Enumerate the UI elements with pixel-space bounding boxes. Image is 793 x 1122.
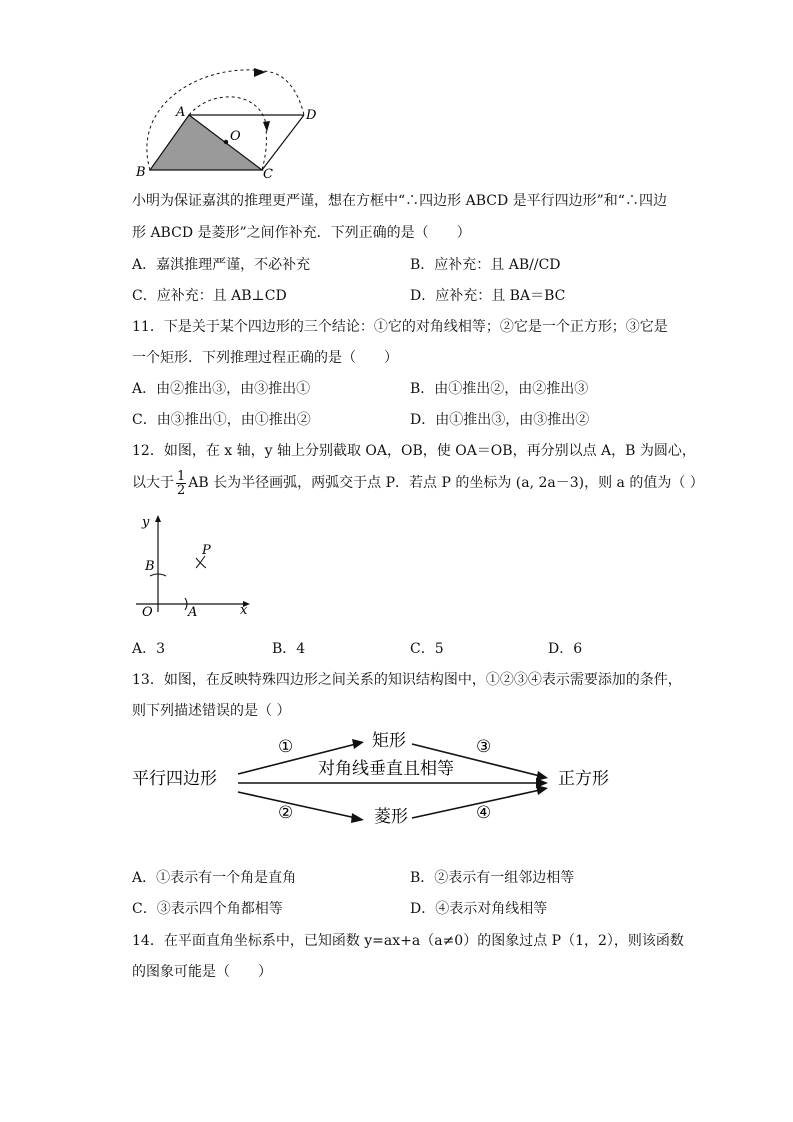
arrowhead-1 xyxy=(352,739,364,749)
condition-2: ② xyxy=(278,803,294,823)
q12-option-b: B．4 xyxy=(272,641,306,657)
arrow-head-inner xyxy=(263,121,270,132)
fraction-denominator: 2 xyxy=(177,482,186,498)
q14-line2: 的图象可能是（ ） xyxy=(132,964,272,980)
label-O: O xyxy=(142,605,153,620)
q10-line1: 小明为保证嘉淇的推理更严谨，想在方框中“∴四边形 ABCD 是平行四边形”和“∴四边 xyxy=(132,193,667,209)
node-rectangle: 矩形 xyxy=(372,731,406,751)
q13-option-b: B．②表示有一组邻边相等 xyxy=(410,870,575,886)
label-C: C xyxy=(263,167,273,180)
condition-4: ④ xyxy=(476,803,492,823)
q11-option-d: D．由①推出③，由③推出② xyxy=(410,412,590,428)
q13-option-c: C．③表示四个角都相等 xyxy=(132,901,283,917)
arrow-parallelogram-to-rhombus xyxy=(238,792,356,818)
arrow-head-outer xyxy=(254,68,266,77)
q12-line2-pre: 以大于 xyxy=(132,475,174,491)
q10-option-b: B．应补充：且 AB//CD xyxy=(410,257,561,273)
arrowhead-4 xyxy=(536,785,548,795)
q10-option-a: A．嘉淇推理严谨，不必补充 xyxy=(132,257,311,273)
arrowhead-2 xyxy=(351,813,364,823)
q12-line2 xyxy=(132,468,704,498)
q10-line2: 形 ABCD 是菱形”之间作补充．下列正确的是（ ） xyxy=(132,225,471,241)
center-point-O xyxy=(224,140,228,144)
q12-line1: 12．如图，在 x 轴，y 轴上分别截取 OA，OB，使 OA＝OB，再分别以点 A，B 为圆心， xyxy=(132,443,696,459)
label-P: P xyxy=(202,543,211,558)
quadrilateral-relation-diagram xyxy=(128,722,648,832)
label-D: D xyxy=(306,108,317,123)
q11-option-c: C．由③推出①，由①推出② xyxy=(132,412,311,428)
label-y: y xyxy=(142,515,150,530)
q10-option-c: C．应补充：且 AB⊥CD xyxy=(132,288,287,304)
y-axis-arrow xyxy=(155,515,161,522)
label-B: B xyxy=(145,559,155,574)
label-B: B xyxy=(136,165,146,180)
condition-3: ③ xyxy=(476,737,492,757)
node-parallelogram: 平行四边形 xyxy=(132,769,217,789)
parallelogram-figure xyxy=(130,60,330,180)
q11-line2: 一个矩形．下列推理过程正确的是（ ） xyxy=(132,350,398,366)
label-O: O xyxy=(230,129,241,144)
q12-option-c: C．5 xyxy=(410,641,444,657)
condition-1: ① xyxy=(278,737,294,757)
arrowhead-3 xyxy=(536,771,548,781)
q11-option-b: B．由①推出②，由②推出③ xyxy=(410,381,589,397)
q11-line1: 11．下是关于某个四边形的三个结论：①它的对角线相等；②它是一个正方形；③它是 xyxy=(132,319,668,335)
q13-line1: 13．如图，在反映特殊四边形之间关系的知识结构图中，①②③④表示需要添加的条件， xyxy=(132,672,682,688)
q10-option-d: D．应补充：且 BA＝BC xyxy=(410,288,566,304)
label-A: A xyxy=(176,105,186,120)
q11-option-a: A．由②推出③，由③推出① xyxy=(132,381,311,397)
shaded-triangle xyxy=(150,115,262,170)
fraction-numerator: 1 xyxy=(177,468,186,484)
q14-line1: 14．在平面直角坐标系中，已知函数 y=ax+a（a≠0）的图象过点 P（1，2），则该函数 xyxy=(132,933,684,949)
coordinate-figure xyxy=(128,512,258,622)
fraction-one-half xyxy=(176,470,186,497)
q12-option-a: A．3 xyxy=(132,641,166,657)
label-A: A xyxy=(188,605,198,620)
node-square: 正方形 xyxy=(558,769,609,789)
q12-option-d: D．6 xyxy=(548,641,583,657)
label-middle-condition: 对角线垂直且相等 xyxy=(318,759,454,779)
q12-line2-post: AB 长为半径画弧，两弧交于点 P．若点 P 的坐标为 (a, 2a－3)，则 a 的值为（ ） xyxy=(188,475,704,491)
node-rhombus: 菱形 xyxy=(374,807,408,827)
q13-option-a: A．①表示有一个角是直角 xyxy=(132,870,297,886)
label-x: x xyxy=(240,603,248,618)
q13-option-d: D．④表示对角线相等 xyxy=(410,901,548,917)
q13-line2: 则下列描述错误的是（ ） xyxy=(132,703,291,719)
